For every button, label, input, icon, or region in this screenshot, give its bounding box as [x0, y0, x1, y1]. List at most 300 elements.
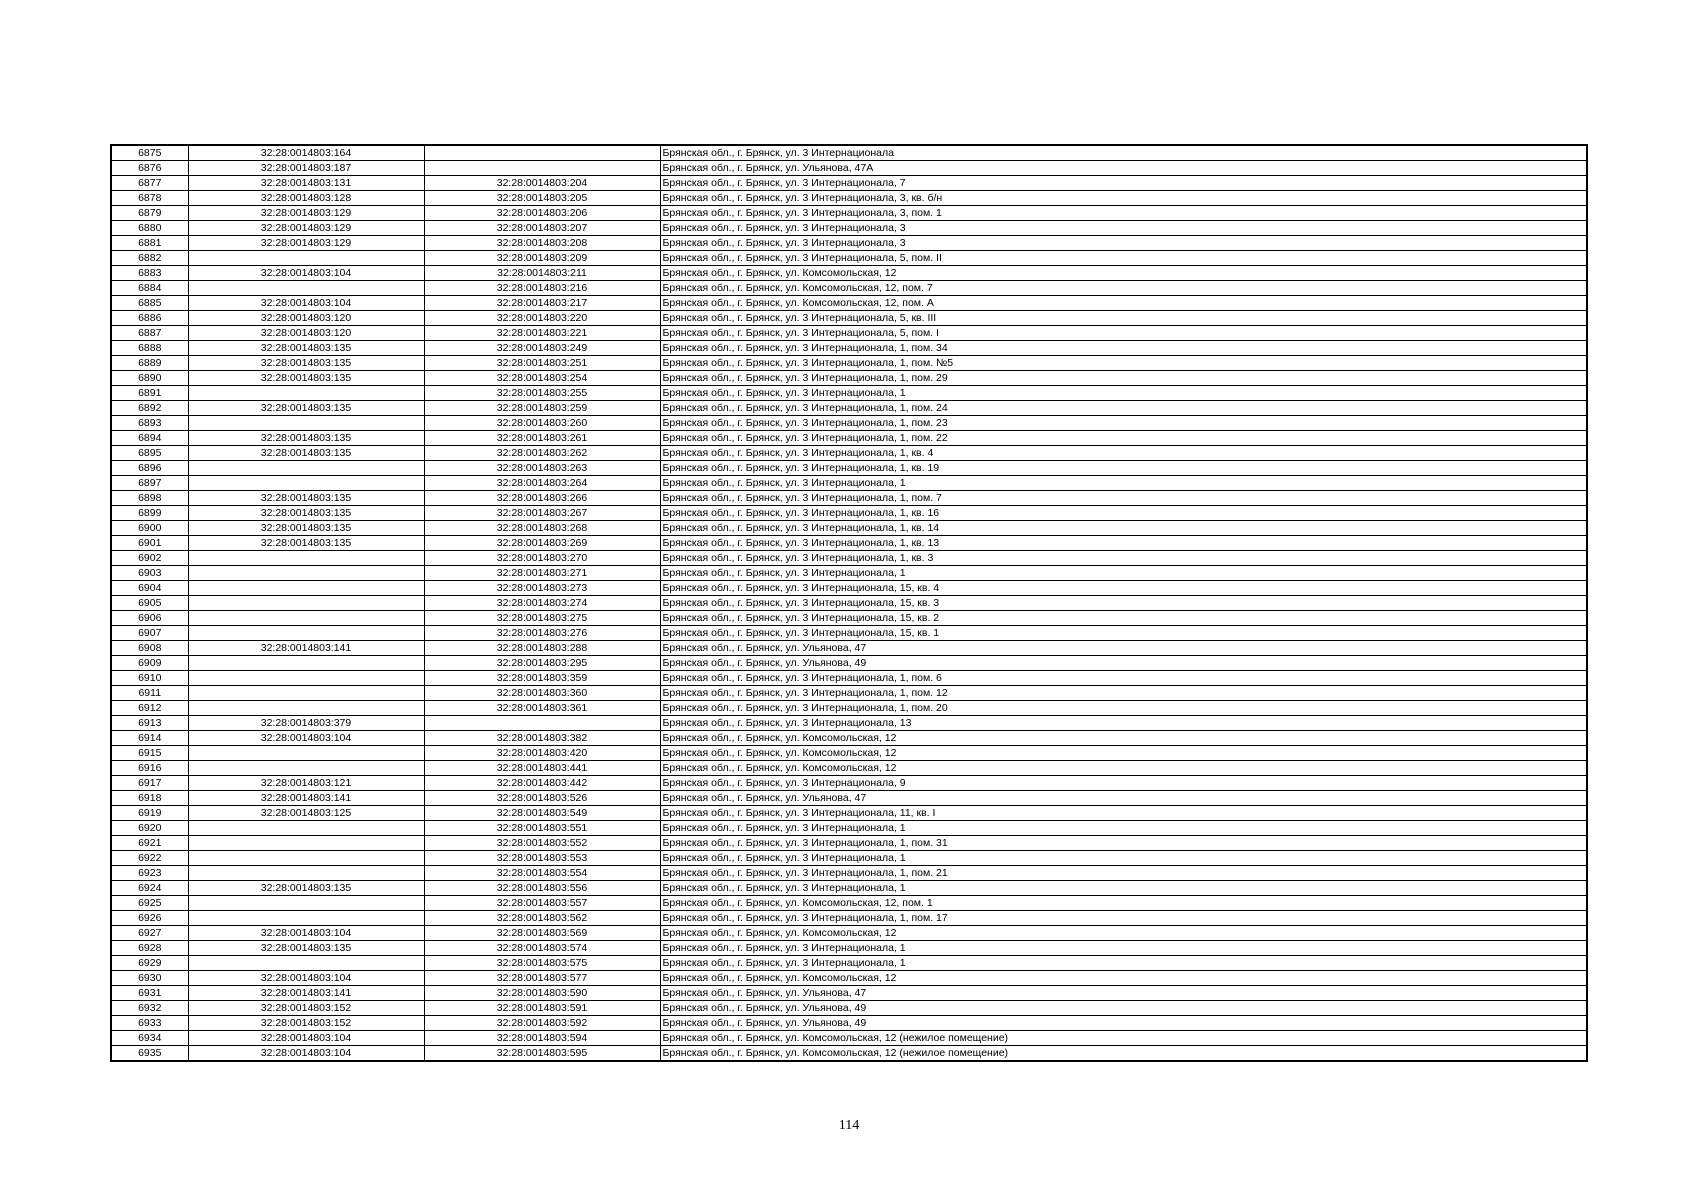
parcel-number-cell: [188, 596, 424, 611]
table-row: [111, 221, 1587, 236]
row-number-cell: 6912: [111, 701, 188, 716]
object-number-cell: 32:28:0014803:267: [424, 506, 660, 521]
row-number-cell: 6917: [111, 776, 188, 791]
table-row: [111, 761, 1587, 776]
table-row: [111, 521, 1587, 536]
table-row: [111, 1016, 1587, 1031]
row-number-cell: 6935: [111, 1046, 188, 1062]
address-cell: Брянская обл., г. Брянск, ул. 3 Интернационала, 1: [660, 956, 1587, 971]
row-number-cell: 6915: [111, 746, 188, 761]
object-number-cell: 32:28:0014803:595: [424, 1046, 660, 1062]
address-cell: Брянская обл., г. Брянск, ул. 3 Интернационала, 11, кв. I: [660, 806, 1587, 821]
parcel-number-cell: [188, 896, 424, 911]
row-number-cell: 6889: [111, 356, 188, 371]
table-row: [111, 851, 1587, 866]
table-row: [111, 1031, 1587, 1046]
table-row: [111, 236, 1587, 251]
object-number-cell: 32:28:0014803:295: [424, 656, 660, 671]
table-row: [111, 401, 1587, 416]
parcel-number-cell: 32:28:0014803:135: [188, 431, 424, 446]
row-number-cell: 6934: [111, 1031, 188, 1046]
address-cell: Брянская обл., г. Брянск, ул. Ульянова, 49: [660, 1016, 1587, 1031]
row-number-cell: 6881: [111, 236, 188, 251]
address-cell: Брянская обл., г. Брянск, ул. 3 Интернационала, 1, пом. 31: [660, 836, 1587, 851]
row-number-cell: 6927: [111, 926, 188, 941]
address-cell: Брянская обл., г. Брянск, ул. 3 Интернационала, 1, пом. 34: [660, 341, 1587, 356]
address-cell: Брянская обл., г. Брянск, ул. 3 Интернационала, 15, кв. 2: [660, 611, 1587, 626]
parcel-number-cell: 32:28:0014803:104: [188, 971, 424, 986]
parcel-number-cell: [188, 476, 424, 491]
row-number-cell: 6883: [111, 266, 188, 281]
row-number-cell: 6880: [111, 221, 188, 236]
table-row: [111, 491, 1587, 506]
address-cell: Брянская обл., г. Брянск, ул. Комсомольская, 12 (нежилое помещение): [660, 1046, 1587, 1062]
table-row: [111, 251, 1587, 266]
object-number-cell: 32:28:0014803:590: [424, 986, 660, 1001]
parcel-number-cell: [188, 746, 424, 761]
parcel-number-cell: 32:28:0014803:104: [188, 926, 424, 941]
object-number-cell: 32:28:0014803:441: [424, 761, 660, 776]
table-row: [111, 776, 1587, 791]
table-row: [111, 311, 1587, 326]
row-number-cell: 6922: [111, 851, 188, 866]
table-row: [111, 806, 1587, 821]
address-cell: Брянская обл., г. Брянск, ул. 3 Интернационала, 7: [660, 176, 1587, 191]
row-number-cell: 6905: [111, 596, 188, 611]
object-number-cell: 32:28:0014803:206: [424, 206, 660, 221]
object-number-cell: 32:28:0014803:275: [424, 611, 660, 626]
address-cell: Брянская обл., г. Брянск, ул. Комсомольская, 12: [660, 926, 1587, 941]
address-cell: Брянская обл., г. Брянск, ул. Ульянова, 47: [660, 791, 1587, 806]
address-cell: Брянская обл., г. Брянск, ул. 3 Интернационала, 9: [660, 776, 1587, 791]
object-number-cell: 32:28:0014803:261: [424, 431, 660, 446]
object-number-cell: 32:28:0014803:205: [424, 191, 660, 206]
table-row: [111, 551, 1587, 566]
row-number-cell: 6933: [111, 1016, 188, 1031]
address-cell: Брянская обл., г. Брянск, ул. 3 Интернационала, 1: [660, 386, 1587, 401]
parcel-number-cell: [188, 656, 424, 671]
table-row: [111, 911, 1587, 926]
table-row: [111, 701, 1587, 716]
row-number-cell: 6921: [111, 836, 188, 851]
table-row: [111, 926, 1587, 941]
table-row: [111, 145, 1587, 161]
object-number-cell: 32:28:0014803:526: [424, 791, 660, 806]
object-number-cell: 32:28:0014803:208: [424, 236, 660, 251]
row-number-cell: 6919: [111, 806, 188, 821]
object-number-cell: 32:28:0014803:204: [424, 176, 660, 191]
row-number-cell: 6910: [111, 671, 188, 686]
parcel-number-cell: 32:28:0014803:135: [188, 506, 424, 521]
cadastral-table: [110, 144, 1588, 1062]
parcel-number-cell: [188, 701, 424, 716]
table-row: [111, 476, 1587, 491]
row-number-cell: 6875: [111, 145, 188, 161]
address-cell: Брянская обл., г. Брянск, ул. 3 Интернационала, 1, кв. 16: [660, 506, 1587, 521]
object-number-cell: 32:28:0014803:359: [424, 671, 660, 686]
parcel-number-cell: [188, 566, 424, 581]
parcel-number-cell: 32:28:0014803:131: [188, 176, 424, 191]
address-cell: Брянская обл., г. Брянск, ул. 3 Интернационала, 15, кв. 4: [660, 581, 1587, 596]
table-row: [111, 206, 1587, 221]
row-number-cell: 6926: [111, 911, 188, 926]
object-number-cell: 32:28:0014803:270: [424, 551, 660, 566]
address-cell: Брянская обл., г. Брянск, ул. Комсомольская, 12: [660, 971, 1587, 986]
table-row: [111, 971, 1587, 986]
address-cell: Брянская обл., г. Брянск, ул. 3 Интернационала, 15, кв. 3: [660, 596, 1587, 611]
parcel-number-cell: 32:28:0014803:121: [188, 776, 424, 791]
row-number-cell: 6924: [111, 881, 188, 896]
object-number-cell: 32:28:0014803:263: [424, 461, 660, 476]
address-cell: Брянская обл., г. Брянск, ул. 3 Интернационала, 1, пом. 22: [660, 431, 1587, 446]
object-number-cell: 32:28:0014803:266: [424, 491, 660, 506]
parcel-number-cell: [188, 911, 424, 926]
parcel-number-cell: 32:28:0014803:152: [188, 1016, 424, 1031]
row-number-cell: 6913: [111, 716, 188, 731]
parcel-number-cell: [188, 581, 424, 596]
object-number-cell: 32:28:0014803:207: [424, 221, 660, 236]
address-cell: Брянская обл., г. Брянск, ул. Комсомольская, 12, пом. 1: [660, 896, 1587, 911]
parcel-number-cell: 32:28:0014803:135: [188, 941, 424, 956]
parcel-number-cell: [188, 611, 424, 626]
parcel-number-cell: [188, 851, 424, 866]
address-cell: Брянская обл., г. Брянск, ул. Комсомольская, 12 (нежилое помещение): [660, 1031, 1587, 1046]
address-cell: Брянская обл., г. Брянск, ул. 3 Интернационала, 15, кв. 1: [660, 626, 1587, 641]
address-cell: Брянская обл., г. Брянск, ул. 3 Интернационала, 13: [660, 716, 1587, 731]
object-number-cell: 32:28:0014803:274: [424, 596, 660, 611]
row-number-cell: 6907: [111, 626, 188, 641]
address-cell: Брянская обл., г. Брянск, ул. 3 Интернационала, 5, пом. I: [660, 326, 1587, 341]
address-cell: Брянская обл., г. Брянск, ул. 3 Интернационала, 1: [660, 851, 1587, 866]
row-number-cell: 6932: [111, 1001, 188, 1016]
table-row: [111, 611, 1587, 626]
row-number-cell: 6892: [111, 401, 188, 416]
object-number-cell: 32:28:0014803:221: [424, 326, 660, 341]
row-number-cell: 6914: [111, 731, 188, 746]
table-body: [111, 145, 1587, 1061]
table-row: [111, 356, 1587, 371]
table-row: [111, 941, 1587, 956]
address-cell: Брянская обл., г. Брянск, ул. 3 Интернационала, 3: [660, 236, 1587, 251]
object-number-cell: 32:28:0014803:575: [424, 956, 660, 971]
object-number-cell: 32:28:0014803:382: [424, 731, 660, 746]
address-cell: Брянская обл., г. Брянск, ул. Комсомольская, 12, пом. 7: [660, 281, 1587, 296]
address-cell: Брянская обл., г. Брянск, ул. Комсомольская, 12: [660, 266, 1587, 281]
parcel-number-cell: 32:28:0014803:164: [188, 145, 424, 161]
table-row: [111, 881, 1587, 896]
address-cell: Брянская обл., г. Брянск, ул. 3 Интернационала, 1, кв. 3: [660, 551, 1587, 566]
row-number-cell: 6923: [111, 866, 188, 881]
address-cell: Брянская обл., г. Брянск, ул. 3 Интернационала, 1, пом. 17: [660, 911, 1587, 926]
parcel-number-cell: 32:28:0014803:104: [188, 266, 424, 281]
table-row: [111, 581, 1587, 596]
object-number-cell: 32:28:0014803:217: [424, 296, 660, 311]
object-number-cell: 32:28:0014803:557: [424, 896, 660, 911]
object-number-cell: 32:28:0014803:260: [424, 416, 660, 431]
row-number-cell: 6879: [111, 206, 188, 221]
address-cell: Брянская обл., г. Брянск, ул. Комсомольская, 12: [660, 746, 1587, 761]
row-number-cell: 6882: [111, 251, 188, 266]
address-cell: Брянская обл., г. Брянск, ул. 3 Интернационала, 1, пом. №5: [660, 356, 1587, 371]
table-row: [111, 746, 1587, 761]
parcel-number-cell: [188, 671, 424, 686]
table-row: [111, 836, 1587, 851]
object-number-cell: 32:28:0014803:264: [424, 476, 660, 491]
row-number-cell: 6896: [111, 461, 188, 476]
address-cell: Брянская обл., г. Брянск, ул. 3 Интернационала, 1, пом. 6: [660, 671, 1587, 686]
object-number-cell: 32:28:0014803:420: [424, 746, 660, 761]
table-row: [111, 731, 1587, 746]
table-row: [111, 566, 1587, 581]
row-number-cell: 6929: [111, 956, 188, 971]
row-number-cell: 6898: [111, 491, 188, 506]
table-row: [111, 821, 1587, 836]
address-cell: Брянская обл., г. Брянск, ул. 3 Интернационала, 1, пом. 21: [660, 866, 1587, 881]
row-number-cell: 6930: [111, 971, 188, 986]
address-cell: Брянская обл., г. Брянск, ул. 3 Интернационала, 1, пом. 12: [660, 686, 1587, 701]
table-row: [111, 326, 1587, 341]
parcel-number-cell: [188, 551, 424, 566]
parcel-number-cell: 32:28:0014803:104: [188, 731, 424, 746]
table-row: [111, 191, 1587, 206]
table-row: [111, 446, 1587, 461]
address-cell: Брянская обл., г. Брянск, ул. Ульянова, 49: [660, 1001, 1587, 1016]
object-number-cell: 32:28:0014803:554: [424, 866, 660, 881]
address-cell: Брянская обл., г. Брянск, ул. 3 Интернационала, 1: [660, 941, 1587, 956]
parcel-number-cell: 32:28:0014803:141: [188, 986, 424, 1001]
parcel-number-cell: 32:28:0014803:379: [188, 716, 424, 731]
parcel-number-cell: [188, 686, 424, 701]
address-cell: Брянская обл., г. Брянск, ул. 3 Интернационала, 3, кв. б/н: [660, 191, 1587, 206]
row-number-cell: 6903: [111, 566, 188, 581]
address-cell: Брянская обл., г. Брянск, ул. Ульянова, 47А: [660, 161, 1587, 176]
object-number-cell: 32:28:0014803:361: [424, 701, 660, 716]
row-number-cell: 6928: [111, 941, 188, 956]
parcel-number-cell: 32:28:0014803:135: [188, 341, 424, 356]
parcel-number-cell: [188, 386, 424, 401]
row-number-cell: 6884: [111, 281, 188, 296]
object-number-cell: 32:28:0014803:249: [424, 341, 660, 356]
object-number-cell: 32:28:0014803:288: [424, 641, 660, 656]
table-row: [111, 866, 1587, 881]
row-number-cell: 6904: [111, 581, 188, 596]
row-number-cell: 6887: [111, 326, 188, 341]
row-number-cell: 6899: [111, 506, 188, 521]
object-number-cell: 32:28:0014803:549: [424, 806, 660, 821]
table-row: [111, 716, 1587, 731]
address-cell: Брянская обл., г. Брянск, ул. 3 Интернационала, 1, пом. 23: [660, 416, 1587, 431]
table-row: [111, 266, 1587, 281]
address-cell: Брянская обл., г. Брянск, ул. 3 Интернационала, 3: [660, 221, 1587, 236]
address-cell: Брянская обл., г. Брянск, ул. Комсомольская, 12, пом. А: [660, 296, 1587, 311]
parcel-number-cell: 32:28:0014803:125: [188, 806, 424, 821]
address-cell: Брянская обл., г. Брянск, ул. 3 Интернационала, 5, пом. II: [660, 251, 1587, 266]
row-number-cell: 6894: [111, 431, 188, 446]
parcel-number-cell: [188, 836, 424, 851]
address-cell: Брянская обл., г. Брянск, ул. 3 Интернационала, 3, пом. 1: [660, 206, 1587, 221]
object-number-cell: 32:28:0014803:556: [424, 881, 660, 896]
table-row: [111, 626, 1587, 641]
parcel-number-cell: 32:28:0014803:135: [188, 371, 424, 386]
table-row: [111, 296, 1587, 311]
object-number-cell: 32:28:0014803:442: [424, 776, 660, 791]
object-number-cell: [424, 145, 660, 161]
object-number-cell: 32:28:0014803:209: [424, 251, 660, 266]
object-number-cell: 32:28:0014803:271: [424, 566, 660, 581]
parcel-number-cell: 32:28:0014803:187: [188, 161, 424, 176]
table-row: [111, 1046, 1587, 1062]
parcel-number-cell: 32:28:0014803:104: [188, 296, 424, 311]
object-number-cell: 32:28:0014803:262: [424, 446, 660, 461]
parcel-number-cell: 32:28:0014803:135: [188, 446, 424, 461]
table-row: [111, 281, 1587, 296]
row-number-cell: 6878: [111, 191, 188, 206]
object-number-cell: 32:28:0014803:591: [424, 1001, 660, 1016]
parcel-number-cell: 32:28:0014803:104: [188, 1046, 424, 1062]
row-number-cell: 6895: [111, 446, 188, 461]
object-number-cell: [424, 716, 660, 731]
row-number-cell: 6911: [111, 686, 188, 701]
row-number-cell: 6893: [111, 416, 188, 431]
row-number-cell: 6888: [111, 341, 188, 356]
table-row: [111, 656, 1587, 671]
table-row: [111, 341, 1587, 356]
object-number-cell: 32:28:0014803:251: [424, 356, 660, 371]
table-row: [111, 986, 1587, 1001]
object-number-cell: 32:28:0014803:577: [424, 971, 660, 986]
row-number-cell: 6885: [111, 296, 188, 311]
address-cell: Брянская обл., г. Брянск, ул. Ульянова, 47: [660, 641, 1587, 656]
table-row: [111, 956, 1587, 971]
table-row: [111, 1001, 1587, 1016]
row-number-cell: 6916: [111, 761, 188, 776]
parcel-number-cell: [188, 956, 424, 971]
address-cell: Брянская обл., г. Брянск, ул. 3 Интернационала, 1, кв. 14: [660, 521, 1587, 536]
address-cell: Брянская обл., г. Брянск, ул. 3 Интернационала, 1, пом. 29: [660, 371, 1587, 386]
object-number-cell: 32:28:0014803:569: [424, 926, 660, 941]
address-cell: Брянская обл., г. Брянск, ул. Ульянова, 47: [660, 986, 1587, 1001]
page-number: 114: [838, 1118, 860, 1133]
row-number-cell: 6918: [111, 791, 188, 806]
address-cell: Брянская обл., г. Брянск, ул. Комсомольская, 12: [660, 731, 1587, 746]
parcel-number-cell: [188, 281, 424, 296]
parcel-number-cell: [188, 626, 424, 641]
row-number-cell: 6901: [111, 536, 188, 551]
table-row: [111, 161, 1587, 176]
parcel-number-cell: 32:28:0014803:129: [188, 236, 424, 251]
row-number-cell: 6906: [111, 611, 188, 626]
parcel-number-cell: [188, 416, 424, 431]
address-cell: Брянская обл., г. Брянск, ул. 3 Интернационала, 1, пом. 24: [660, 401, 1587, 416]
row-number-cell: 6931: [111, 986, 188, 1001]
parcel-number-cell: 32:28:0014803:135: [188, 881, 424, 896]
table-row: [111, 671, 1587, 686]
address-cell: Брянская обл., г. Брянск, ул. 3 Интернационала, 1: [660, 566, 1587, 581]
address-cell: Брянская обл., г. Брянск, ул. 3 Интернационала, 1: [660, 881, 1587, 896]
row-number-cell: 6891: [111, 386, 188, 401]
row-number-cell: 6902: [111, 551, 188, 566]
parcel-number-cell: 32:28:0014803:104: [188, 1031, 424, 1046]
object-number-cell: 32:28:0014803:269: [424, 536, 660, 551]
table-row: [111, 431, 1587, 446]
table-row: [111, 386, 1587, 401]
parcel-number-cell: 32:28:0014803:135: [188, 536, 424, 551]
address-cell: Брянская обл., г. Брянск, ул. 3 Интернационала, 1, пом. 20: [660, 701, 1587, 716]
parcel-number-cell: 32:28:0014803:152: [188, 1001, 424, 1016]
row-number-cell: 6925: [111, 896, 188, 911]
parcel-number-cell: [188, 461, 424, 476]
table-row: [111, 176, 1587, 191]
table-row: [111, 686, 1587, 701]
table-row: [111, 506, 1587, 521]
object-number-cell: 32:28:0014803:276: [424, 626, 660, 641]
table-row: [111, 371, 1587, 386]
row-number-cell: 6920: [111, 821, 188, 836]
address-cell: Брянская обл., г. Брянск, ул. 3 Интернационала, 1: [660, 476, 1587, 491]
object-number-cell: 32:28:0014803:254: [424, 371, 660, 386]
object-number-cell: 32:28:0014803:552: [424, 836, 660, 851]
object-number-cell: [424, 161, 660, 176]
address-cell: Брянская обл., г. Брянск, ул. 3 Интернационала, 1, кв. 13: [660, 536, 1587, 551]
parcel-number-cell: 32:28:0014803:128: [188, 191, 424, 206]
object-number-cell: 32:28:0014803:553: [424, 851, 660, 866]
object-number-cell: 32:28:0014803:211: [424, 266, 660, 281]
parcel-number-cell: 32:28:0014803:120: [188, 326, 424, 341]
row-number-cell: 6908: [111, 641, 188, 656]
parcel-number-cell: [188, 251, 424, 266]
object-number-cell: 32:28:0014803:551: [424, 821, 660, 836]
parcel-number-cell: 32:28:0014803:135: [188, 521, 424, 536]
object-number-cell: 32:28:0014803:268: [424, 521, 660, 536]
address-cell: Брянская обл., г. Брянск, ул. 3 Интернационала, 1, кв. 4: [660, 446, 1587, 461]
table-row: [111, 896, 1587, 911]
object-number-cell: 32:28:0014803:594: [424, 1031, 660, 1046]
row-number-cell: 6890: [111, 371, 188, 386]
object-number-cell: 32:28:0014803:562: [424, 911, 660, 926]
row-number-cell: 6876: [111, 161, 188, 176]
address-cell: Брянская обл., г. Брянск, ул. Комсомольская, 12: [660, 761, 1587, 776]
parcel-number-cell: 32:28:0014803:135: [188, 491, 424, 506]
address-cell: Брянская обл., г. Брянск, ул. 3 Интернационала, 1: [660, 821, 1587, 836]
parcel-number-cell: [188, 821, 424, 836]
object-number-cell: 32:28:0014803:216: [424, 281, 660, 296]
object-number-cell: 32:28:0014803:220: [424, 311, 660, 326]
row-number-cell: 6877: [111, 176, 188, 191]
row-number-cell: 6909: [111, 656, 188, 671]
table-row: [111, 461, 1587, 476]
row-number-cell: 6900: [111, 521, 188, 536]
address-cell: Брянская обл., г. Брянск, ул. 3 Интернационала, 1, пом. 7: [660, 491, 1587, 506]
object-number-cell: 32:28:0014803:360: [424, 686, 660, 701]
parcel-number-cell: 32:28:0014803:135: [188, 356, 424, 371]
row-number-cell: 6886: [111, 311, 188, 326]
parcel-number-cell: [188, 761, 424, 776]
address-cell: Брянская обл., г. Брянск, ул. 3 Интернационала, 1, кв. 19: [660, 461, 1587, 476]
parcel-number-cell: [188, 866, 424, 881]
address-cell: Брянская обл., г. Брянск, ул. 3 Интернационала: [660, 145, 1587, 161]
table-row: [111, 416, 1587, 431]
parcel-number-cell: 32:28:0014803:129: [188, 221, 424, 236]
table-row: [111, 641, 1587, 656]
parcel-number-cell: 32:28:0014803:129: [188, 206, 424, 221]
table-row: [111, 791, 1587, 806]
address-cell: Брянская обл., г. Брянск, ул. Ульянова, 49: [660, 656, 1587, 671]
object-number-cell: 32:28:0014803:574: [424, 941, 660, 956]
parcel-number-cell: 32:28:0014803:141: [188, 791, 424, 806]
object-number-cell: 32:28:0014803:592: [424, 1016, 660, 1031]
object-number-cell: 32:28:0014803:255: [424, 386, 660, 401]
table-row: [111, 536, 1587, 551]
